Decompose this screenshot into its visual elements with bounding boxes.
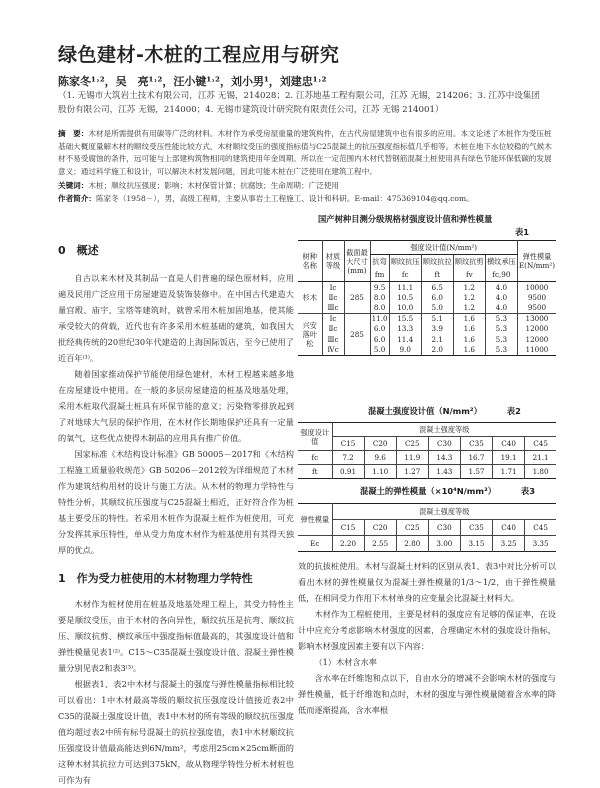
cell: 1.80 [525, 465, 556, 479]
affiliations: （1. 无锡市大筑岩土技术有限公司，江苏 无锡，214028；2. 江苏地基工程有限公司，江苏 无锡，214206；3. 江苏中设集团股份有限公司，江苏 无锡，214000；4. 无锡市建筑设计研究院有限责任公司，江苏 无锡 214001） [58, 91, 540, 115]
cell: 1.6 [453, 313, 485, 324]
right-paragraph-4: 含水率在纤维饱和点以下，自由水分的增减不会影响木材的强度与弹性模量，低于纤维饱和点时，木材的强度与弹性模量随着含水率的降低而逐渐提高，含水率根 [298, 673, 556, 715]
cell: 1.6 [453, 324, 485, 335]
right-paragraph-1: 效的抗拔桩使用。木材与混凝土材料的区别从表1、表3中对比分析可以看出木材的弹性模量仅为混凝土弹性模量的1/3～1/2，由于弹性模量低，在相同受力作用下木材单身的应变量会比混凝土材料大。 [298, 561, 556, 603]
cell: 9.0 [389, 345, 421, 356]
cell: 0.91 [332, 465, 364, 479]
cell: 3.9 [421, 324, 453, 335]
cell: 1.6 [453, 334, 485, 345]
cell: 1.2 [453, 292, 485, 303]
cell: 5.3 [485, 334, 517, 345]
abstract [58, 128, 553, 178]
cell: Ⅰc [322, 282, 344, 293]
author-list: 陈家冬¹˒²，吴 亮¹˒²，汪小键¹˒²，刘小男¹，刘建忠¹˒² [58, 75, 327, 88]
table-1-header-modulus: 弹性模量E(N/mm²) [517, 241, 556, 282]
cell: 3.25 [493, 536, 525, 552]
grade-label: C35 [460, 437, 492, 451]
table-2-title: 混凝土强度设计值（N/mm²） [368, 406, 482, 416]
cell: 1.10 [364, 465, 396, 479]
cell: 5.0 [370, 345, 389, 356]
cell: Ⅲc [322, 303, 344, 314]
table-row [298, 313, 556, 324]
table-1-symbol: fc [389, 268, 421, 282]
table-1-header-compression: 顺纹抗压 [389, 255, 421, 269]
table-2-caption [368, 405, 521, 417]
section-0-paragraph-3: 国家标准《木结构设计标准》GB 50005－2017和《木结构工程施工质量验收规范》GB 50206－2012较为详细规范了木材作为建筑结构用材的设计与施工方法。从木材的物理力学特性与特性分析，其顺纹抗压强度与C25混凝土相近，正好符合作为桩基主要受压的特性。若采用木桩作为混凝土桩作为桩使用，可充分发挥其承压特性，单从受力角度木材作为桩基使用有其得天独厚的优点。 [58, 449, 294, 555]
paper-title: 绿色建材-木桩的工程应用与研究 [58, 44, 340, 66]
keywords-label: 关键词： [58, 181, 89, 190]
cell: 2.55 [364, 536, 396, 552]
cell: 15.5 [389, 313, 421, 324]
table-3-row-header: 弹性模量 [298, 504, 332, 536]
grade-label: C15 [332, 520, 364, 536]
keywords [58, 180, 553, 192]
cell: 5.3 [485, 324, 517, 335]
cell: 13.3 [389, 324, 421, 335]
table-1-symbol: fm [370, 268, 389, 282]
cell: 13000 [517, 313, 556, 324]
table-1-header-tension: 顺纹抗拉 [421, 255, 453, 269]
table-1 [298, 240, 556, 356]
table-row [298, 334, 556, 345]
cell: 10000 [517, 282, 556, 293]
keywords-text: 木桩；顺纹抗压强度；影响；木材保管计算；抗腐蚀；生命周期；广泛使用 [88, 181, 339, 190]
cell: 14.3 [428, 451, 460, 465]
table-1-symbol: fv [453, 268, 485, 282]
table-1-caption: 国产树种目测分级规格材强度设计值和弹性模量 [318, 214, 493, 224]
section-0-heading: 0 概述 [58, 244, 99, 257]
cell: 3.00 [428, 536, 460, 552]
cell: 11.0 [371, 314, 388, 323]
table-row [298, 324, 556, 335]
section-1-heading: 1 作为受力桩使用的木材物理力学特性 [58, 572, 253, 585]
cell: 21.1 [525, 451, 556, 465]
cell: Ⅱc [322, 292, 344, 303]
cell: 5.3 [485, 313, 517, 324]
section-0-paragraph-2: 随着国家推动保护节能使用绿色建材，木材工程越来越多地在房屋建设中使用。在一般的多层房屋建造的桩基及地基处理，采用木桩取代混凝土桩具有环保节能的意义；污染物零排放起到了对地球大气层的保护作用，在木材作长期地保护还具有一定量的氧气，这些优点使得木制品的应用具有推广价值。 [58, 369, 294, 443]
grade-label: C30 [428, 520, 460, 536]
row-label: fc [298, 451, 332, 465]
grade-label: C40 [493, 437, 525, 451]
cell: 2.20 [332, 536, 364, 552]
table-row [298, 536, 556, 552]
abstract-text: 木材是所需提供有用碳等广泛的材料。木材作为承受房屋重量的建筑构件，在古代房屋建筑中也有很多的应用。本文论述了木桩作为受压桩基础大概度量解木材的顺纹受压性能比较方式，木材顺纹受压的强度指标值与C25混凝土的抗压强度指标值几乎相等。木桩在地下水位较稳的气候木材不易受腐蚀的条件，远可能与上部建构筑物相同的建筑使用年金周期。所以在一定范围内木材代替钢筋混凝土桩使用具有绿色节能环保低碳的发展意义；通过科学施工和设计，可以解决木材发展问题，因此可能木桩在广泛使用在建筑工程中。 [58, 129, 552, 176]
cell: 10.0 [389, 303, 421, 314]
grade-label: C25 [396, 520, 428, 536]
grade-label: C30 [428, 437, 460, 451]
cell: 11.4 [389, 334, 421, 345]
cell: 7.2 [332, 451, 364, 465]
table-1-header-strength: 强度设计值(N/mm²) [370, 241, 517, 255]
table-row [298, 303, 556, 314]
cell: 8.0 [370, 292, 389, 303]
cell: 6.0 [370, 324, 389, 335]
cell: 6.0 [370, 334, 389, 345]
section-1-paragraph-1: 木材作为桩材使用在桩基及地基处理工程上，其受力特性主要是顺纹受压，由于木材的各向异性，顺纹抗压是抗弯、顺纹抗压、顺纹抗剪、横纹承压中强度指标值最高的，其强度设计值和弹性模量见表1⁽²⁾。C15～C35混凝土强度设计值、混凝土弹性模量分别见表2和表3⁽³⁾。 [58, 599, 294, 673]
row-label: Ec [310, 539, 320, 548]
table-row [298, 345, 556, 356]
cell: 9500 [517, 303, 556, 314]
table-2-number: 表2 [506, 406, 521, 416]
cell: 2.0 [421, 345, 453, 356]
cell: 1.6 [453, 345, 485, 356]
cell: 2.1 [421, 334, 453, 345]
table-3 [298, 503, 556, 552]
table-2-group-header: 混凝土强度等级 [332, 423, 556, 437]
species-name: 兴安落叶松 [302, 320, 317, 348]
table-1-header-species: 树种名称 [298, 241, 322, 282]
table-3-number: 表3 [520, 486, 535, 496]
cell: 285 [344, 313, 370, 355]
table-1-number: 表1 [515, 227, 530, 237]
cell: 2.80 [396, 536, 428, 552]
section-1-paragraph-2: 根据表1、表2中木材与混凝土的强度与弹性模量指标相比较可以看出：1中木材最高等级的顺纹抗压强度设计值接近表2中C35的混凝土强度设计值，表1中木材的所有等级的顺纹抗压强度值均超过表2中所有标号混凝土的抗拉强度值，表1中木材顺纹抗压强度设计值最高能达到6N/mm²，考虑用25cm×25cm断面的这种木材其抗拉力可达到375kN，故从物理学特性分析木材桩也可作为有 [58, 679, 294, 785]
grade-label: C25 [396, 437, 428, 451]
right-column [298, 558, 556, 718]
abstract-label: 摘 要： [58, 129, 89, 138]
cell: 4.0 [485, 303, 517, 314]
cell: 8.0 [370, 303, 389, 314]
cell: 9.5 [370, 282, 389, 293]
cell: 1.27 [396, 465, 428, 479]
author-info-text: 陈家冬（1958－），男，高级工程师，主要从事岩土工程施工、设计和科研。E-mail：475369104@qq.com。 [95, 194, 474, 203]
cell: 19.1 [493, 451, 525, 465]
author-info [58, 193, 553, 205]
grade-label: C45 [525, 437, 556, 451]
cell: 9.6 [364, 451, 396, 465]
cell: 4.0 [485, 282, 517, 293]
cell: Ⅳc [322, 345, 344, 356]
grade-label: C15 [332, 437, 364, 451]
table-1-header-bending: 抗弯 [370, 255, 389, 269]
author-info-label: 作者简介： [58, 194, 96, 203]
cell: 3.35 [525, 536, 556, 552]
cell: 16.7 [460, 451, 492, 465]
cell: Ⅱc [322, 324, 344, 335]
cell: 12000 [517, 324, 556, 335]
table-row [298, 282, 556, 293]
grade-label: C35 [460, 520, 492, 536]
table-2-row-header: 强度设计值 [298, 423, 332, 451]
cell: 1.43 [428, 465, 460, 479]
cell: 285 [344, 282, 370, 314]
cell: 12000 [517, 334, 556, 345]
table-1-symbol: fc,90 [485, 268, 517, 282]
cell: 11.9 [396, 451, 428, 465]
cell: 6.5 [421, 282, 453, 293]
table-row [298, 465, 556, 479]
table-2 [298, 422, 556, 479]
table-1-header-size: 截面最大尺寸(mm) [344, 241, 370, 282]
grade-label: C45 [525, 520, 556, 536]
cell: 5.1 [421, 313, 453, 324]
table-3-caption [360, 485, 535, 497]
cell: 11000 [517, 345, 556, 356]
species-name: 杉木 [302, 292, 317, 302]
table-1-header-shear: 顺纹抗剪 [453, 255, 485, 269]
cell: 1.2 [453, 282, 485, 293]
section-0-paragraph-1: 自古以来木材及其制品一直是人们普遍的绿色原材料，应用遍及民用广泛应用于房屋建造及装饰装修中。在中国古代建造大量宫殿、庙宇、宝塔等建筑时，就曾采用木桩加固地基，使其能承受较大的荷载，近代也有许多采用木桩基础的建筑，如我国大批经典传统的20世纪30年代建造的上海国际饭店，至今已使用了近百年⁽¹⁾。 [58, 273, 294, 363]
left-column [58, 220, 294, 788]
grade-label: C20 [364, 520, 396, 536]
table-3-group-header: 混凝土强度等级 [332, 504, 556, 520]
cell: 10.5 [389, 292, 421, 303]
table-1-header-grade: 材质等级 [322, 241, 344, 282]
cell: Ⅰc [322, 313, 344, 324]
cell: 6.0 [421, 292, 453, 303]
grade-label: C40 [493, 520, 525, 536]
cell: 1.71 [493, 465, 525, 479]
cell: 1.2 [453, 303, 485, 314]
right-paragraph-3: （1）木材含水率 [314, 657, 377, 667]
table-3-title: 混凝土的弹性模量（×10⁴N/mm²） [360, 486, 497, 496]
right-paragraph-2: 木材作为工程桩使用，主要是材料的强度应有足够的保证率，在设计中应充分考虑影响木材强度的因素，合理确定木材的强度设计指标，影响木材强度因素主要有以下内容： [298, 609, 556, 651]
cell: 5.3 [485, 345, 517, 356]
cell: 5.0 [421, 303, 453, 314]
table-row [298, 292, 556, 303]
row-label: ft [311, 467, 318, 476]
cell: 9500 [517, 292, 556, 303]
cell: 11.1 [389, 282, 421, 293]
cell: 4.0 [485, 292, 517, 303]
table-1-header-bearing: 横纹承压 [485, 255, 517, 269]
cell: 3.15 [460, 536, 492, 552]
cell: Ⅲc [322, 334, 344, 345]
cell: 1.57 [460, 465, 492, 479]
table-row [298, 451, 556, 465]
table-1-symbol: ft [421, 268, 453, 282]
grade-label: C20 [364, 437, 396, 451]
